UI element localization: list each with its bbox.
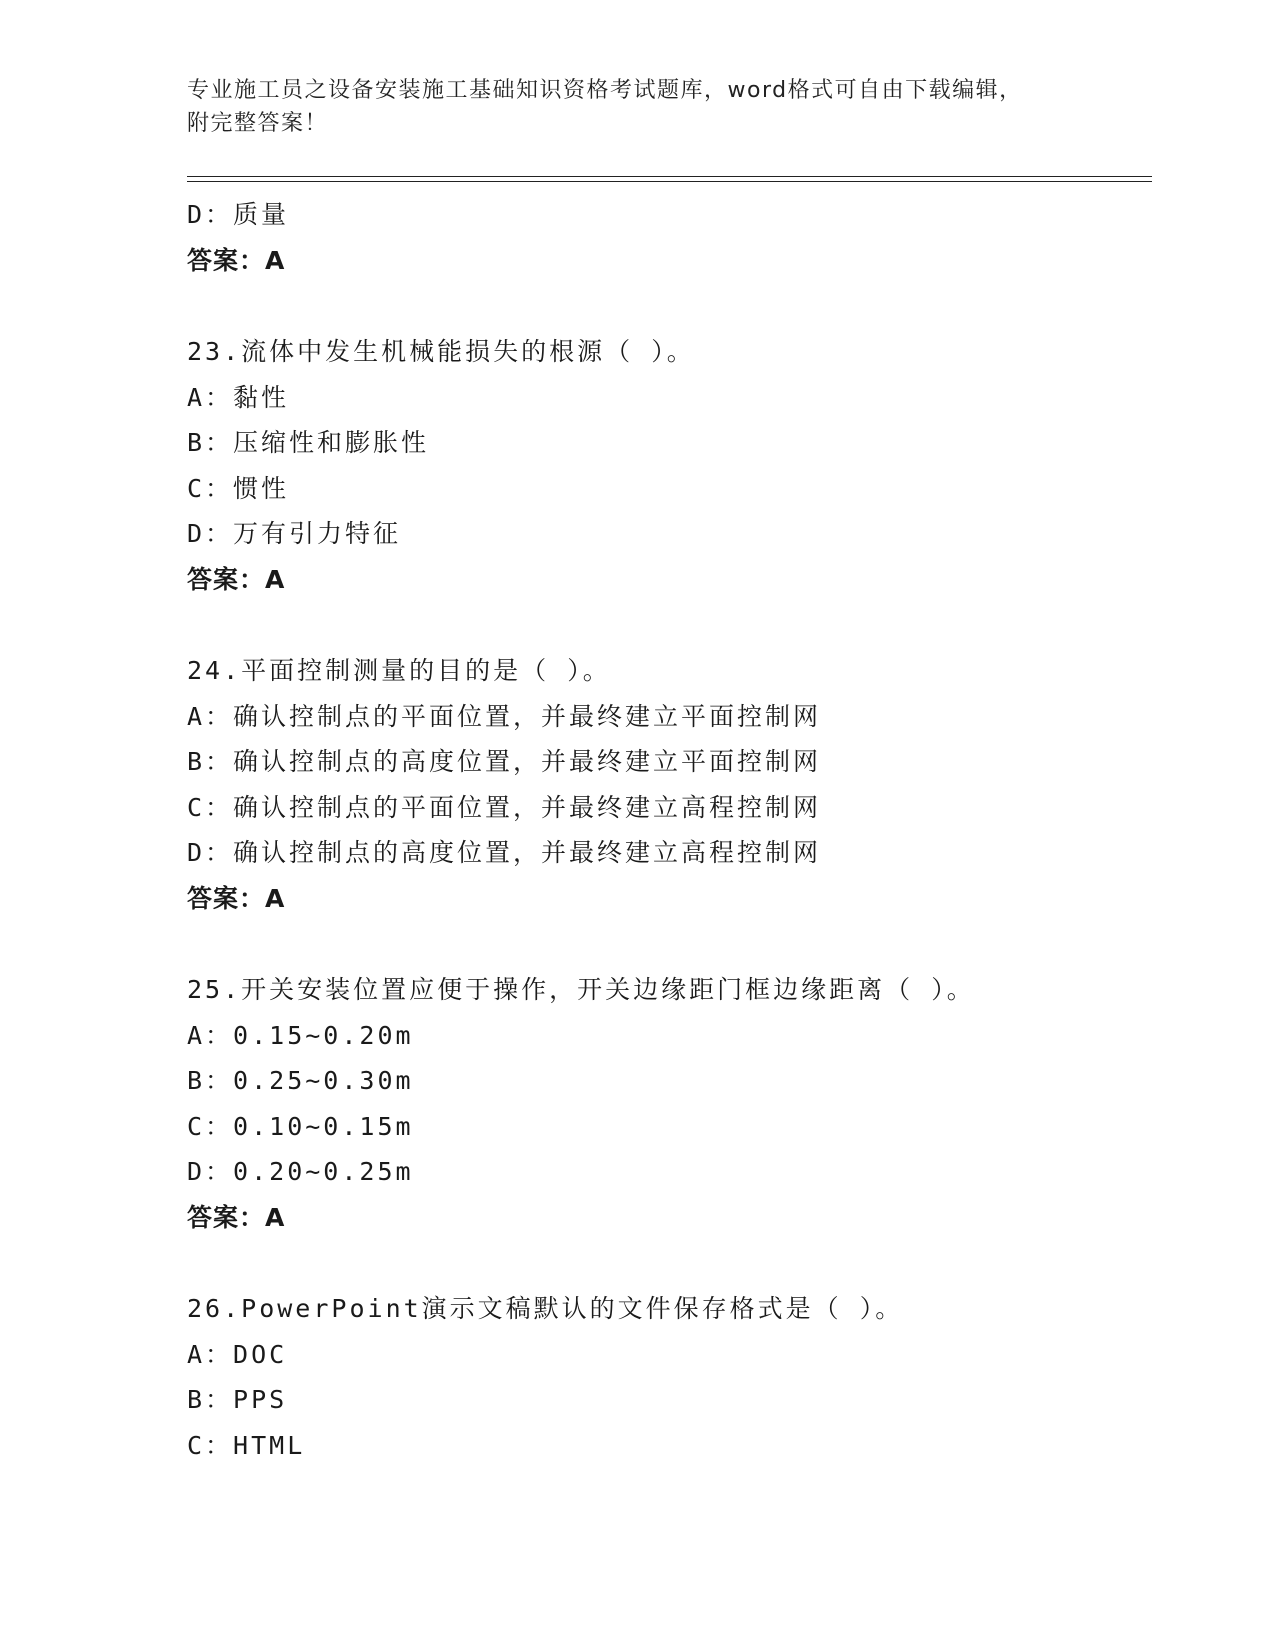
option-c: C：0.10~0.15m bbox=[187, 1111, 414, 1141]
question-stem: 26.PowerPoint演示文稿默认的文件保存格式是（ ）。 bbox=[187, 1294, 904, 1323]
option-a: A：黏性 bbox=[187, 382, 290, 412]
spacer bbox=[187, 921, 1147, 967]
document-header bbox=[187, 74, 1067, 140]
spacer bbox=[187, 1240, 1147, 1286]
answer-text: 答案：A bbox=[187, 245, 286, 275]
question-22-tail bbox=[187, 192, 1147, 283]
option-a: A：DOC bbox=[187, 1339, 288, 1369]
option-b: B：确认控制点的高度位置，并最终建立平面控制网 bbox=[187, 747, 822, 776]
option-d: D：质量 bbox=[187, 200, 290, 229]
option-a: A：0.15~0.20m bbox=[187, 1020, 414, 1050]
answer-text: 答案：A bbox=[187, 1202, 286, 1232]
question-26 bbox=[187, 1286, 1147, 1468]
header-line-2: 附完整答案！ bbox=[187, 111, 329, 136]
question-23 bbox=[187, 329, 1147, 602]
question-25 bbox=[187, 967, 1147, 1240]
header-line-1: 专业施工员之设备安装施工基础知识资格考试题库，word格式可自由下载编辑， bbox=[187, 78, 1023, 103]
option-d: D：0.20~0.25m bbox=[187, 1157, 414, 1186]
question-list bbox=[187, 192, 1147, 1468]
option-b: B：PPS bbox=[187, 1385, 288, 1414]
answer-text: 答案：A bbox=[187, 883, 286, 913]
option-b: B：压缩性和膨胀性 bbox=[187, 428, 430, 457]
option-c: C：确认控制点的平面位置，并最终建立高程控制网 bbox=[187, 792, 822, 822]
option-b: B：0.25~0.30m bbox=[187, 1066, 414, 1095]
spacer bbox=[187, 602, 1147, 648]
question-stem: 24.平面控制测量的目的是（ ）。 bbox=[187, 656, 611, 685]
question-stem: 23.流体中发生机械能损失的根源（ ）。 bbox=[187, 337, 695, 366]
answer-text: 答案：A bbox=[187, 564, 286, 594]
option-d: D：万有引力特征 bbox=[187, 519, 402, 548]
option-d: D：确认控制点的高度位置，并最终建立高程控制网 bbox=[187, 838, 822, 867]
question-24 bbox=[187, 648, 1147, 921]
option-c: C：惯性 bbox=[187, 473, 290, 503]
option-c: C：HTML bbox=[187, 1430, 306, 1460]
option-a: A：确认控制点的平面位置，并最终建立平面控制网 bbox=[187, 701, 822, 731]
spacer bbox=[187, 283, 1147, 329]
question-stem: 25.开关安装位置应便于操作，开关边缘距门框边缘距离（ ）。 bbox=[187, 975, 975, 1004]
header-divider-bottom bbox=[187, 181, 1152, 182]
header-divider-top bbox=[187, 176, 1152, 177]
